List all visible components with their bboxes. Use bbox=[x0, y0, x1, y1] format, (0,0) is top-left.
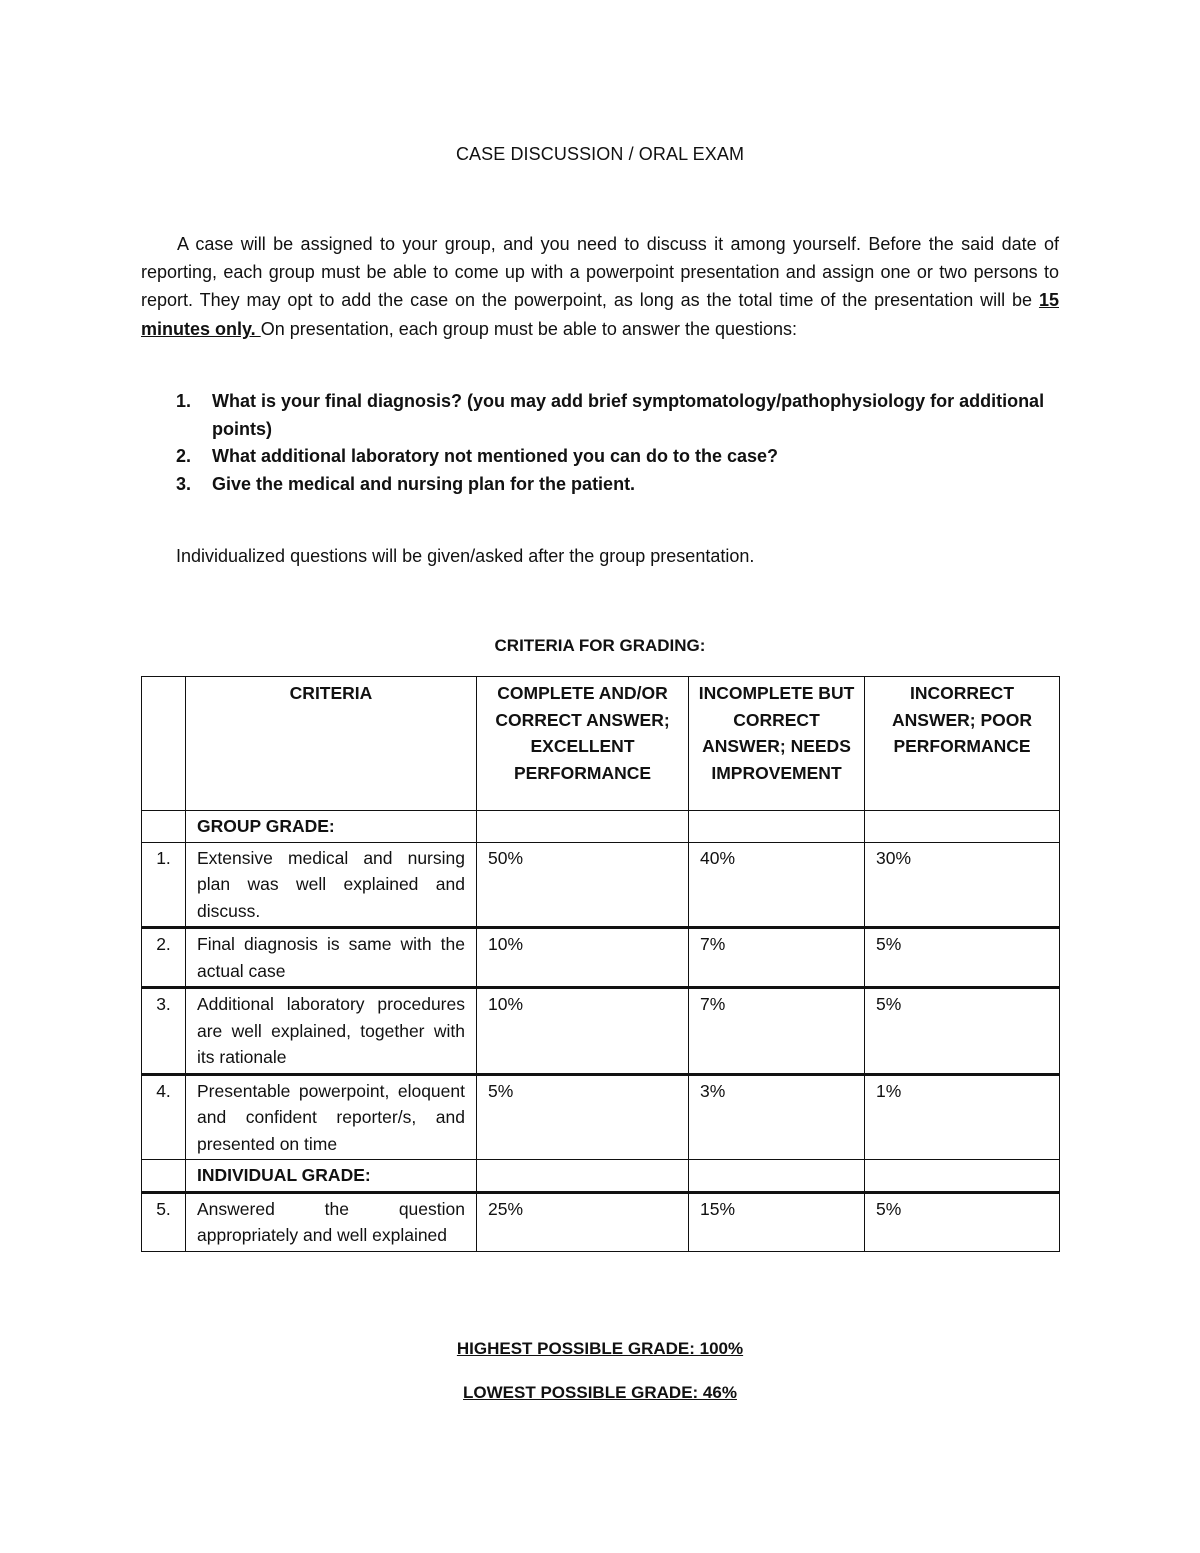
question-number: 1. bbox=[176, 391, 192, 411]
empty-cell bbox=[689, 811, 865, 843]
individual-grade-section-row bbox=[142, 1160, 1060, 1193]
row-number: 1. bbox=[142, 842, 186, 928]
criteria-cell: Additional laboratory procedures are well explained, together with its rationale bbox=[186, 988, 477, 1075]
intro-paragraph bbox=[141, 230, 1059, 343]
time-limit-emphasis: 15 minutes only. bbox=[141, 290, 1059, 339]
empty-cell bbox=[865, 1160, 1060, 1193]
table-row bbox=[142, 842, 1060, 928]
question-text: Give the medical and nursing plan for the patient. bbox=[212, 473, 636, 494]
poor-score: 5% bbox=[865, 1192, 1060, 1251]
empty-cell bbox=[142, 811, 186, 843]
row-number: 2. bbox=[142, 928, 186, 988]
page-title: CASE DISCUSSION / ORAL EXAM bbox=[455, 144, 745, 164]
excellent-score: 10% bbox=[477, 988, 689, 1075]
question-item bbox=[141, 388, 1059, 443]
excellent-score: 25% bbox=[477, 1192, 689, 1251]
empty-cell bbox=[142, 1160, 186, 1193]
empty-cell bbox=[689, 1160, 865, 1193]
question-list bbox=[141, 388, 1059, 498]
table-row bbox=[142, 1192, 1060, 1251]
individual-questions-note: Individualized questions will be given/asked after the group presentation. bbox=[176, 546, 755, 566]
criteria-header: CRITERIA bbox=[186, 677, 477, 811]
empty-cell bbox=[477, 811, 689, 843]
needs-improvement-score: 40% bbox=[689, 842, 865, 928]
table-row bbox=[142, 1074, 1060, 1160]
question-text: What is your final diagnosis? (you may add brief symptomatology/pathophysiology for additional points) bbox=[212, 391, 1045, 439]
poor-score: 5% bbox=[865, 928, 1060, 988]
number-header bbox=[142, 677, 186, 811]
excellent-score: 5% bbox=[477, 1074, 689, 1160]
excellent-score: 50% bbox=[477, 842, 689, 928]
question-number: 3. bbox=[176, 473, 192, 494]
needs-improvement-score: 7% bbox=[689, 988, 865, 1075]
individual-grade-label: INDIVIDUAL GRADE: bbox=[186, 1160, 477, 1193]
needs-improvement-score: 3% bbox=[689, 1074, 865, 1160]
needs-improvement-header: INCOMPLETE BUT CORRECT ANSWER; NEEDS IMPROVEMENT bbox=[689, 677, 865, 811]
group-grade-label: GROUP GRADE: bbox=[186, 811, 477, 843]
question-item bbox=[141, 443, 1059, 471]
empty-cell bbox=[865, 811, 1060, 843]
poor-score: 5% bbox=[865, 988, 1060, 1075]
criteria-cell: Extensive medical and nursing plan was well explained and discuss. bbox=[186, 842, 477, 928]
highest-grade: HIGHEST POSSIBLE GRADE: 100% bbox=[456, 1339, 744, 1358]
lowest-grade: LOWEST POSSIBLE GRADE: 46% bbox=[463, 1383, 737, 1402]
grading-table bbox=[141, 676, 1060, 1252]
needs-improvement-score: 7% bbox=[689, 928, 865, 988]
criteria-cell: Answered the question appropriately and well explained bbox=[186, 1192, 477, 1251]
criteria-cell: Final diagnosis is same with the actual case bbox=[186, 928, 477, 988]
excellent-header: COMPLETE AND/OR CORRECT ANSWER; EXCELLENT PERFORMANCE bbox=[477, 677, 689, 811]
poor-score: 30% bbox=[865, 842, 1060, 928]
criteria-cell: Presentable powerpoint, eloquent and confident reporter/s, and presented on time bbox=[186, 1074, 477, 1160]
row-number: 5. bbox=[142, 1192, 186, 1251]
excellent-score: 10% bbox=[477, 928, 689, 988]
table-header-row bbox=[142, 677, 1060, 811]
question-text: What additional laboratory not mentioned you can do to the case? bbox=[212, 446, 779, 466]
table-row bbox=[142, 928, 1060, 988]
question-number: 2. bbox=[176, 446, 192, 466]
empty-cell bbox=[477, 1160, 689, 1193]
poor-header: INCORRECT ANSWER; POOR PERFORMANCE bbox=[865, 677, 1060, 811]
table-row bbox=[142, 988, 1060, 1075]
criteria-heading: CRITERIA FOR GRADING: bbox=[494, 636, 706, 655]
row-number: 4. bbox=[142, 1074, 186, 1160]
row-number: 3. bbox=[142, 988, 186, 1075]
question-item bbox=[141, 471, 1059, 499]
intro-text-part2: On presentation, each group must be able to answer the questions: bbox=[260, 318, 798, 339]
needs-improvement-score: 15% bbox=[689, 1192, 865, 1251]
group-grade-section-row bbox=[142, 811, 1060, 843]
poor-score: 1% bbox=[865, 1074, 1060, 1160]
intro-text-part1: A case will be assigned to your group, and you need to discuss it among yourself. Before the said date of reporting, each group must be able to come up with a powerpoint presentation and assign one or two persons to report. They may opt to add the case on the powerpoint, as long as the total time of the presentation will be bbox=[141, 234, 1059, 311]
